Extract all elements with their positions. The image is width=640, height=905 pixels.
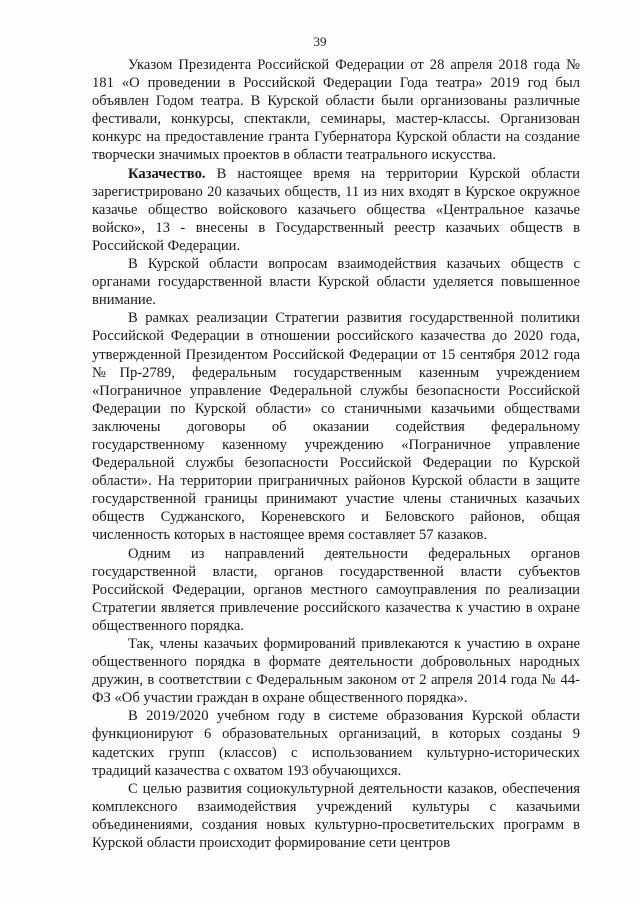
paragraph-year-of-theatre bbox=[92, 56, 580, 165]
paragraph-education bbox=[92, 707, 580, 779]
paragraph-text: Так, члены казачьих формирований привлекаются к участию в охране общественного порядка в формате деятельности добровольных народных дружин, в соответствии с Федеральным законом от 2 апреля 2014 года № 44-ФЗ «Об участии граждан в охране общественного порядка». bbox=[92, 636, 580, 707]
paragraph-cossacks bbox=[92, 165, 580, 255]
paragraph-volunteer-squads bbox=[92, 635, 580, 707]
paragraph-text: В Курской области вопросам взаимодействия казачьих обществ с органами государственной власти Курской области уделяется повышенное внимание. bbox=[92, 256, 580, 309]
paragraph-interaction bbox=[92, 255, 580, 309]
paragraph-public-order bbox=[92, 545, 580, 635]
paragraph-text: В 2019/2020 учебном году в системе образования Курской области функционируют 6 образовательных организаций, в которых созданы 9 кадетских групп (классов) с использованием культурно-исторических традиций казачества с охватом 193 обучающихся. bbox=[92, 708, 580, 779]
paragraph-text: Одним из направлений деятельности федеральных органов государственной власти, органов государственной власти субъектов Российской Федерации, органов местного самоуправления по реализации Стратегии является привлечение российского казачества к участию в охране общественного порядка. bbox=[92, 545, 580, 634]
paragraph-text: В настоящее время на территории Курской области зарегистрировано 20 казачьих обществ, 11 из них входят в Курское окружное казачье общество войскового казачьего общества «Центральное казачье войско», 13 - внесены в Государственный реестр казачьих обществ в Российской Федерации. bbox=[92, 165, 580, 254]
paragraph-text: В рамках реализации Стратегии развития государственной политики Российской Федерации в отношении российского казачества до 2020 года, утвержденной Президентом Российской Федерации от 15 сентября 2012 года №Пр-2789, федеральным государственным казенным учреждением «Пограничное управление Федеральной службы безопасности Российской Федерации по Курской области» со станичными казачьими обществами заключены договоры об оказании содействия федеральному государственному казенному учреждению «Пограничное управление Федеральной службы безопасности Российской Федерации по Курской области». На территории приграничных районов Курской области в защите государственной границы принимают участие члены станичных казачьих обществ Суджанского, Кореневского и Беловского районов, общая численность которых в настоящее время составляет 57 казаков. bbox=[92, 310, 580, 544]
paragraph-lead: Казачество. bbox=[128, 165, 206, 182]
document-body bbox=[92, 56, 580, 852]
paragraph-culture-centres bbox=[92, 780, 580, 852]
paragraph-border-strategy bbox=[92, 309, 580, 544]
paragraph-text: Указом Президента Российской Федерации от 28 апреля 2018 года № 181 «О проведении в Российской Федерации Года театра» 2019 год был объявлен Годом театра. В Курской области были организованы различные фестивали, конкурсы, спектакли, семинары, мастер-классы. Организован конкурс на предоставление гранта Губернатора Курской области на создание творчески значимых проектов в области театрального искусства. bbox=[92, 57, 580, 164]
paragraph-text: С целью развития социокультурной деятельности казаков, обеспечения комплексного взаимодействия учреждений культуры с казачьими объединениями, создания новых культурно-просветительских программ в Курской области происходит формирование сети центров bbox=[92, 780, 580, 852]
page-number: 39 bbox=[313, 34, 327, 49]
